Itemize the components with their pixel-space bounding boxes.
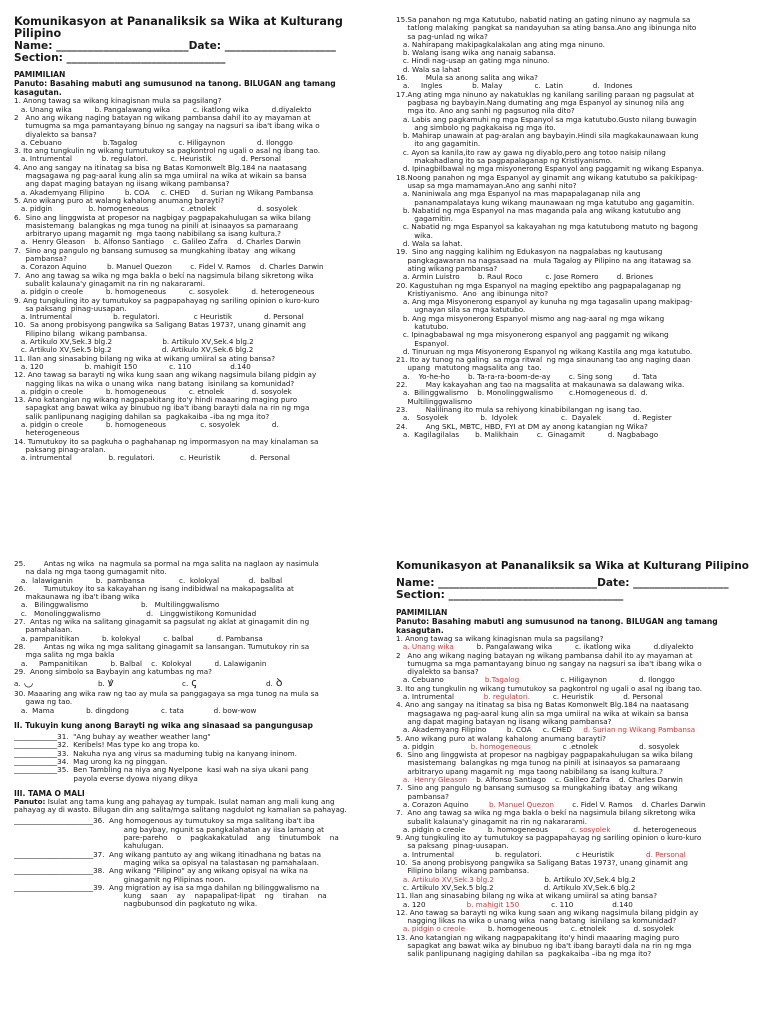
question-line: ang simbolo ng pagkakaisa ng mga ito. — [396, 122, 556, 132]
question-line: a. Henry Gleason b. Alfonso Santiago c. Galileo Zafra d. Charles Darwin — [14, 237, 301, 247]
highlighted-answer: c. sosyolek — [570, 824, 611, 834]
question-line: a. intrumental b. regulatori. c. Heuristik d. Personal — [14, 453, 290, 463]
name-date-line: Name: _________________________Date: _____________________ — [14, 39, 336, 52]
answer-key-list — [396, 635, 758, 959]
true-false-item: ginagamit ng Pilipinas noon. — [14, 874, 226, 884]
top-right-column — [396, 16, 758, 512]
question-list — [14, 560, 366, 676]
question-line: c. Artikulo XV,Sek.5 blg.2 d. Artikulo XV,Sek.6 blg.2 — [14, 345, 254, 355]
true-false-item: nagbubunsod din pagkatuto ng wika. — [14, 899, 258, 909]
question-line: a. pampanitikan b. kolokyal c. balbal d. Pambansa — [14, 633, 263, 643]
question-line: sa pag-unlad ng wika? — [396, 31, 488, 41]
question-line: a. 120 b. mahigit 150 c. 110 d.140 — [14, 361, 251, 371]
true-false-item: ______________________36. Ang homogenous ay tumutukoy sa mga salitang iba't iba — [14, 816, 315, 826]
question-line: a. Labis ang pagkamuhi ng mga Espanyol sa mga katutubo.Gusto nilang buwagin — [396, 114, 697, 124]
question-line: mga salita ng mga bakla — [14, 650, 115, 660]
true-false-item: ______________________38. Ang wikang "Filipino" ay ang wikang opisyal na wika na — [14, 866, 309, 876]
question-line: usap sa mga mamamayan.Ano ang sanhi nito? — [396, 180, 577, 190]
question-line: ito ang gagamitin. — [396, 139, 481, 149]
answer-text: b. Pangalawang wika c. ikatlong wika d.diyalekto — [453, 642, 694, 652]
answer-key-line: 4. Ano ang sangay na itinatag sa bisa ng Batas Komonwelt Blg.184 na naatasang — [396, 700, 689, 710]
question-line: d. Ipinagbilbawal ng mga misyonerong Espanyol ang paggamit ng wikang Espanya. — [396, 164, 704, 174]
question-line: upang matutong magsalita ang tao. — [396, 363, 542, 373]
identification-item: ____________34. Mag urong ka ng pinggan. — [14, 756, 168, 766]
question-line: 10. Sa anong probisyong pangwika sa Saligang Batas 1973?, unang ginamit ang — [14, 320, 306, 330]
true-false-item: maging wika sa opisyal na talastasan ng pamahalaan. — [14, 857, 319, 867]
bottom-left-column — [14, 560, 366, 1024]
question-line: pamahalaan. — [14, 625, 73, 635]
question-line: makaunawa ng iba't ibang wika — [14, 592, 140, 602]
question-line: heterogeneous — [14, 428, 80, 438]
question-line: c. Monolinggwalismo d. Linggwistikong Komunidad — [14, 608, 257, 618]
question-line: pagbasa ng baybayin.Nang dumating ang mga Espanyol ay sinunog nila ang — [396, 97, 685, 107]
question-line: katutubo. — [396, 321, 449, 331]
answer-key-line: arbitraryo upang magamit ng mga taong nabibilang sa isang kultura.? — [396, 766, 663, 776]
question-line: b. Mahirap unawain at pag-aralan ang baybayin.Hindi sila magkakaunawaan kung — [396, 131, 699, 141]
question-line: 15.Sa panahon ng mga Katutubo, nabatid nating an gating ninuno ay nagmula sa — [396, 16, 691, 24]
baybayin-glyph-icon: ꝺ — [275, 676, 283, 690]
question-line: a. lalawiganin b. pambansa c. kolokyal d. balbal — [14, 575, 283, 585]
true-false-item: kahulugan. — [14, 841, 164, 851]
question-line: 23. Nalilinang ito mula sa rehiyong kinabibilangan ng isang tao. — [396, 404, 642, 414]
true-false-item: ______________________37. Ang wikang pantuto ay ang wikang itinadhana ng batas na — [14, 849, 322, 859]
highlighted-answer: d. Surian ng Wikang Pambansa — [583, 725, 696, 735]
question-line: a. Ang mga Misyonerong espanyol ay kunuha ng mga tagasalin upang makipag- — [396, 297, 693, 307]
question-line: a. Yo-he-ho b. Ta-ra-ra-boom-de-ay c. Sing song d. Tata — [396, 371, 658, 381]
question-line: sapagkat ang bawat wika ay binubuo ng iba't ibang barayti dala na rin ng mga — [14, 403, 310, 413]
question-line: pananampalataya kung wikang maunawaan ng mga katutubo ang gagamitin. — [396, 197, 695, 207]
answer-key-line: pambansa? — [396, 791, 449, 801]
question-line: a. Pampanitikan b. Balbal c. Kolokyal d. Lalawiganin — [14, 658, 267, 668]
question-line: a. Unang wika b. Pangalawang wika c. ikatlong wika d.diyalekto — [14, 104, 312, 114]
question-line: c. Ipinagbabawal ng mga misyonerong espanyol ang paggamit ng wikang — [396, 330, 669, 340]
question-line: a. Armin Luistro b. Raul Roco c. Jose Romero d. Briones — [396, 272, 653, 282]
answer-key-line: subalit kalauna'y ginagamit na rin ng nakararami. — [396, 816, 588, 826]
true-false-item: ang baybay, ngunit sa pangkalahatan ay iisa lamang at — [14, 824, 324, 834]
option-label: a. — [14, 679, 21, 689]
question-line: pangkagawaran na nagsasaad na mula Tagalog ay Pilipino na ang itatawag sa — [396, 255, 691, 265]
question-line: b. Nabatid ng mga Espanyol na mas maganda pala ang wikang katutubo ang — [396, 205, 681, 215]
answer-text: c. Fidel V. Ramos d. Charles Darwin — [553, 799, 706, 809]
highlighted-answer: a. Unang wika — [402, 642, 454, 652]
question-line: na dala ng mga taong gumagamit nito. — [14, 567, 167, 577]
highlighted-answer: b. mahigit 150 — [466, 899, 520, 909]
highlighted-answer: b.Tagalog — [484, 675, 520, 685]
question-line: b. Walang isang wika ang nanaig sabansa. — [396, 48, 556, 58]
highlighted-answer: a. pidgin o creole — [402, 924, 466, 934]
question-line: ang dapat maging batayan ng iisang wikang pambansa? — [14, 179, 230, 189]
answer-text: d. heterogeneous — [610, 824, 697, 834]
answer-text: a. pidgin o creole b. homogeneous — [396, 824, 571, 834]
true-false-item: pare-pareho o pagkakakatulad ang tinutumbok na — [14, 833, 339, 843]
question-line: 19. Sino ang nagging kalihim ng Edukasyon na nagpalabas ng kautusang — [396, 247, 663, 257]
question-line: 17.Ang ating mga ninuno ay nakatuklas ng kanilang sariling paraan ng pagsulat at — [396, 89, 695, 99]
question-line: 11. Ilan ang sinasabing bilang ng wika at wikang umiiral sa ating bansa? — [14, 353, 276, 363]
question-line: 27. Antas ng wika na salitang ginagamit sa pagsulat ng aklat at ginagamit din ng — [14, 617, 310, 627]
question-line: 26. Tumutukoy ito sa kakayahan ng isang indibidwal na makapagsalita at — [14, 583, 294, 593]
question-line: 30. Maaaring ang wika raw ng tao ay mula sa panggagaya sa mga tunog na mula sa — [14, 689, 319, 699]
highlighted-answer: b. Manuel Quezon — [489, 799, 554, 809]
baybayin-options — [14, 676, 366, 690]
question-line: d. Wala sa lahat. — [396, 239, 463, 249]
answer-text: c. Hiligaynon d. Ilonggo — [519, 675, 675, 685]
identification-list — [14, 733, 366, 783]
section-heading: PAMIMILIAN — [396, 608, 448, 617]
question-list — [14, 97, 366, 462]
top-left-column — [14, 16, 366, 512]
question-line: diyalekto sa bansa? — [14, 129, 97, 139]
question-line: masistemang balangkas ng mga tunog na pinili at isinaayos sa pamaraang — [14, 220, 299, 230]
question-line: a. Ingles b. Malay c. Latin d. Indones — [396, 81, 633, 91]
question-line: 16. Mula sa anong salita ang wika? — [396, 73, 538, 83]
answer-key-line: 2 Ano ang wikang naging batayan ng wikang pambansa dahil ito ay mayaman at — [396, 650, 693, 660]
question-list — [396, 16, 758, 439]
answer-key-line: 7. Sino ang pangulo ng bansang sumusog sa mungkahing ibatay ang wikang — [396, 783, 678, 793]
question-line: c. Nabatid ng mga Espanyol sa kakayahan ng mga katutubong matuto ng bagong — [396, 222, 698, 232]
answer-key-line: sa paksang pinag-uusapan. — [396, 841, 509, 851]
question-line: Multilinggwalismo — [396, 396, 473, 406]
baybayin-glyph-icon: ◡ — [23, 676, 34, 690]
question-line: 3. Ito ang tungkulin ng wikang tumutukoy sa pagkontrol ng ugali o asal ng ibang tao. — [14, 146, 321, 156]
answer-key-line: 7. Ano ang tawag sa wika ng mga bakla o bekí na nagsimula bilang sikretong wika — [396, 808, 696, 818]
question-line: makahadlang ito sa pagpapalaganap ng Kristiyanismo. — [396, 156, 613, 166]
answer-text: a. Intrumental b. regulatori. c Heuristik — [396, 849, 647, 859]
section-line: Section: _________________________________ — [396, 589, 624, 602]
answer-key-line: sapagkat ang bawat wika ay binubuo ng iba't ibang barayti dala na rin ng mga — [396, 940, 692, 950]
question-line: 29. Anong simbolo sa Baybayin ang katumbas ng ma? — [14, 666, 212, 676]
instructions: Panuto: Basahing mabuti ang sumusunod na tanong. BILUGAN ang tamang kasagutan. — [14, 79, 336, 98]
question-line: arbitraryo upang magamit ng mga taong nabibilang sa isang kultura.? — [14, 229, 281, 239]
section-line: Section: ______________________________ — [14, 51, 226, 64]
question-line: a. Corazon Aquino b. Manuel Quezon c. Fidel V. Ramos d. Charles Darwin — [14, 262, 324, 272]
question-line: 18.Noong panahon ng mga Espanyol ay ginamit ang wikang katutubo sa pakikipag- — [396, 172, 698, 182]
baybayin-glyph-icon: ꞔ — [191, 676, 197, 690]
baybayin-glyph-icon: ꝟ — [107, 676, 114, 690]
answer-text: b. homogeneous c. etnolek d. sosyolek — [465, 924, 674, 934]
question-line: sa paksang pinag-uusapan. — [14, 303, 127, 313]
section-heading: III. TAMA O MALI — [14, 788, 85, 798]
answer-text: a. 120 — [396, 899, 467, 909]
highlighted-answer: d. Personal — [646, 849, 686, 859]
question-line: a. Mama b. dingdong c. tata d. bow-wow — [14, 705, 257, 715]
question-line: 13. Ano katangian ng wikang nagpapakitang ito'y hindi maaaring maging puro — [14, 395, 298, 405]
answer-text: a. Akademyang Filipino b. COA c. CHED — [396, 725, 584, 735]
question-list — [14, 690, 366, 715]
name-date-line: Name: ______________________________Date: __________________ — [396, 577, 729, 590]
answer-key-line: magsagawa ng pag-aaral kung alin sa mga umiiral na wika at wikain sa bansa — [396, 708, 689, 718]
question-line: wika. — [396, 230, 433, 240]
question-line: a. Artikulo XV,Sek.3 blg.2 b. Artikulo XV,Sek.4 blg.2 — [14, 337, 254, 347]
highlighted-answer: b. regulatori. — [483, 692, 531, 702]
question-line: 12. Ano tawag sa barayti ng wika kung saan ang wikang nagsimula bilang pidgin ay — [14, 370, 317, 380]
option-label: c. — [182, 679, 189, 689]
answer-key-line: 5. Ano wikang puro at walang kahalong anumang barayti? — [396, 733, 606, 743]
question-line: pambansa? — [14, 254, 67, 264]
question-line: 28. Antas ng wika ng mga salitang ginagamit sa lansangan. Tumutukoy rin sa — [14, 641, 310, 651]
answer-text: a. Intrumental — [396, 692, 484, 702]
question-line: paksang pinag-aralan. — [14, 444, 106, 454]
question-line: a. Intrumental b. regulatori. c Heuristik d. Personal — [14, 312, 304, 322]
question-line: gagamitin. — [396, 214, 453, 224]
question-line: salik panlipunang nagiging dahilan sa pagkakaiba –iba ng mga ito? — [14, 411, 270, 421]
identification-item: ____________32. Keribels! Mas type ko ang tropa ko. — [14, 740, 200, 750]
question-line: magsagawa ng pag-aaral kung alin sa mga umiiral na wika at wikain sa bansa — [14, 171, 307, 181]
question-line: 7. Ano ang tawag sa wika ng mga bakla o bekí na nagsimula bilang sikretong wika — [14, 270, 314, 280]
answer-text — [396, 642, 403, 651]
answer-key-line: 9. Ang tungkuling ito ay tumutukoy sa pagpapahayag ng sariling opinion o kuro-kuro — [396, 833, 702, 843]
question-line: a. Cebuano b.Tagalog c. Hiligaynon d. Ilonggo — [14, 137, 293, 147]
question-line: Espanyol. — [396, 338, 450, 348]
question-line: c. Hindi nag-usap an gating mga ninuno. — [396, 56, 550, 66]
answer-key-line: ang dapat maging batayan ng iisang wikang pambansa? — [396, 716, 612, 726]
question-line: a. Bilinggwalismo b. Monolinggwalismo c.Homogeneous d. d. — [396, 388, 648, 398]
answer-key-line: masistemang balangkas ng mga tunog na pinili at isinaayos sa pamaraang — [396, 758, 681, 768]
option-label: b. — [98, 679, 105, 689]
true-false-list — [14, 817, 366, 908]
identification-item: ____________33. Nakuha nya ang virus sa maduming tubig na kanyang ininom. — [14, 748, 297, 758]
answer-key-line: salik panlipunang nagiging dahilan sa pagkakaiba –iba ng mga ito? — [396, 949, 652, 959]
question-line: tumugma sa mga pamantayang binuo ng sangay na nagsuri sa iba't ibang wika o — [14, 121, 320, 131]
question-line: a. pidgin o creole b. homogeneous c. sosyolek d. heterogeneous — [14, 287, 315, 297]
question-line: a. Naniniwala ang mga Espanyol na mas mapapalaganap nila ang — [396, 189, 641, 199]
question-line: 6. Sino ang linggwista at propesor na nagbigay pagpapakahulugan sa wika bilang — [14, 212, 311, 222]
instructions: Panuto: Isulat ang tama kung ang pahayag ay tumpak. Isulat naman ang mali kung ang pahayag ay di wasto. Bilugan din ang salita/mga salitang nagdulot ng kamalian sa pahayag. — [14, 796, 347, 815]
answer-key-line: diyalekto sa bansa? — [396, 667, 479, 677]
question-line: 9. Ang tungkuling ito ay tumutukoy sa pagpapahayag ng sariling opinion o kuro-kuro — [14, 295, 320, 305]
question-line: 25. Antas ng wika na nagmula sa pormal na mga salita na naglaon ay nasimula — [14, 560, 319, 568]
answer-key-line: 11. Ilan ang sinasabing bilang ng wika at wikang umiiral sa ating bansa? — [396, 891, 658, 901]
question-line: gawa ng tao. — [14, 697, 73, 707]
question-line: 1. Anong tawag sa wikang kinagisnan mula sa pagsilang? — [14, 96, 222, 106]
answer-key-line: 10. Sa anong probisyong pangwika sa Saligang Batas 1973?, unang ginamit ang — [396, 858, 688, 868]
answer-text: a. Cebuano — [396, 675, 485, 685]
question-line: a. Sosyolek b. Idyolek c. Dayalek d. Register — [396, 413, 672, 423]
answer-text: c. Heuristik d. Personal — [530, 692, 663, 702]
question-line: a. Kagilagilalas b. Malikhain c. Ginagamit d. Nagbabago — [396, 429, 659, 439]
question-line: Filipino bilang wikang pambansa. — [14, 328, 148, 338]
answer-text: b. Artikulo XV,Sek.4 blg.2 — [494, 874, 636, 884]
answer-key-line: nagging likas na wika o unang wika nang batang isinilang sa komunidad? — [396, 916, 677, 926]
answer-key-line: Filipino bilang wikang pambansa. — [396, 866, 530, 876]
question-line: 14. Tumutukoy ito sa pagkuha o paghahanap ng impormasyon na may kinalaman sa — [14, 436, 319, 446]
answer-key-line: c. Artikulo XV,Sek.5 blg.2 d. Artikulo XV,Sek.6 blg.2 — [396, 882, 636, 892]
page-title: Komunikasyon at Pananaliksik sa Wika at Kulturang Pilipino — [396, 560, 749, 572]
bottom-right-column — [396, 560, 758, 1024]
section-heading: II. Tukuyin kung anong Barayti ng wika ang sinasaad sa pangungusap — [14, 721, 313, 731]
question-line: mga ito. Ano ang sanhi ng pagsunog nila dito? — [396, 106, 575, 116]
question-line: 22. May kakayahan ang tao na magsalita at makaunawa sa dalawang wika. — [396, 380, 685, 390]
true-false-item: ______________________39. Ang migration ay isa sa mga dahilan ng bilinggwalismo na — [14, 882, 320, 892]
question-line: d. Tinuruan ng mga Misyonerong Espanyol ng wikang Kastila ang mga katutubo. — [396, 346, 693, 356]
answer-key-line: tumugma sa mga pamantayang binuo ng sangay na nagsuri sa iba't ibang wika o — [396, 658, 702, 668]
answer-text: c. 110 d.140 — [519, 899, 633, 909]
answer-text: c .etnolek d. sosyolek — [530, 741, 680, 751]
answer-key-line: 13. Ano katangian ng wikang nagpapakitang ito'y hindi maaaring maging puro — [396, 932, 680, 942]
question-line: 24. Ang SKL, MBTC, HBD, FYI at DM ay anong katangian ng Wika? — [396, 421, 648, 431]
page-title: Komunikasyon at Pananaliksik sa Wika at Kulturang Pilipino — [14, 16, 343, 41]
question-line: 20. Kagustuhan ng mga Espanyol na maging epektibo ang pagpapalaganap ng — [396, 280, 681, 290]
question-line: subalit kalauna'y ginagamit na rin ng nakararami. — [14, 278, 206, 288]
highlighted-answer: a. Henry Gleason — [402, 775, 468, 785]
question-line: 7. Sino ang pangulo ng bansang sumusog sa mungkahing ibatay ang wikang — [14, 245, 296, 255]
question-line: a. Nahirapang makipagkalakalan ang ating mga ninuno. — [396, 39, 605, 49]
question-line: nagging likas na wika o unang wika nang batang isinilang sa komunidad? — [14, 378, 295, 388]
instructions: Panuto: Basahing mabuti ang sumusunod na tanong. BILUGAN ang tamang kasagutan. — [396, 617, 718, 635]
question-line: ating wikang pambansa? — [396, 263, 498, 273]
identification-item: payola everse dyowa niyang dikya — [14, 773, 198, 783]
question-line: a. pidgin o creole b. homogeneous c. sosyolek d. — [14, 419, 279, 429]
answer-key-line: 6. Sino ang linggwista at propesor na nagbigay pagpapakahulugan sa wika bilang — [396, 750, 693, 760]
question-line: a. Bilinggwalismo b. Multilinggwalismo — [14, 600, 220, 610]
answer-text: b. Alfonso Santiago c. Galileo Zafra d. Charles Darwin — [467, 775, 683, 785]
question-line: ugnayan sila sa mga katutubo. — [396, 305, 526, 315]
question-line: a. Akademyang Filipino b. COA c. CHED d. Surian ng Wikang Pambansa — [14, 187, 314, 197]
question-line: b. Ang mga misyonerong Espanyol mismo ang nag-aaral ng mga wikang — [396, 313, 665, 323]
question-line: Kristiyanismo. Ano ang ibinunga nito? — [396, 288, 549, 298]
question-line: d. Wala sa lahat — [396, 64, 461, 74]
identification-item: ____________31. "Ang buhay ay weather weather lang" — [14, 732, 211, 742]
section-heading: PAMIMILIAN — [14, 70, 66, 80]
true-false-item: kung saan ay napapalipat-lipat ng tirahan na — [14, 891, 327, 901]
question-line: tatlong malaking pangkat sa nandayuhan sa ating bansa.Ano ang ibinunga nito — [396, 23, 697, 33]
question-line: a. pidgin b. homogeneous c .etnolek d. sosyolek — [14, 204, 298, 214]
question-line: 5. Ano wikang puro at walang kahalong anumang barayti? — [14, 195, 224, 205]
answer-key-line: 12. Ano tawag sa barayti ng wika kung saan ang wikang nagsimula bilang pidgin ay — [396, 907, 699, 917]
highlighted-answer: a. Artikulo XV,Sek.3 blg.2 — [402, 874, 495, 884]
answer-key-line: 1. Anong tawag sa wikang kinagisnan mula sa pagsilang? — [396, 634, 604, 643]
answer-text: a. Corazon Aquino — [396, 799, 490, 809]
question-line: a. pidgin o creole b. homogeneous c. etnolek d. sosyolek — [14, 386, 292, 396]
answer-text: a. pidgin — [396, 741, 471, 751]
answer-key-line: 3. Ito ang tungkulin ng wikang tumutukoy sa pagkontrol ng ugali o asal ng ibang tao. — [396, 683, 703, 693]
question-line: c. Ayon sa kanila,ito raw ay gawa ng diyablo,pero ang totoo naisip nilang — [396, 147, 666, 157]
question-line: 2 Ano ang wikang naging batayan ng wikang pambansa dahil ito ay mayaman at — [14, 113, 311, 122]
question-line: 21. Ito ay tunog na galing sa mga ritwal ng mga sinaunang tao ang naging daan — [396, 355, 691, 365]
identification-item: ____________35. Ben Tambling na niya ang Nyelpone kasi wah na siya ukani pang — [14, 765, 309, 775]
question-line: 4. Ano ang sangay na itinatag sa bisa ng Batas Komonwelt Blg.184 na naatasang — [14, 162, 307, 172]
option-label: d. — [266, 679, 273, 689]
highlighted-answer: b. homogeneous — [470, 741, 531, 751]
question-line: a. Intrumental b. regulatori. c. Heuristik d. Personal — [14, 154, 281, 164]
